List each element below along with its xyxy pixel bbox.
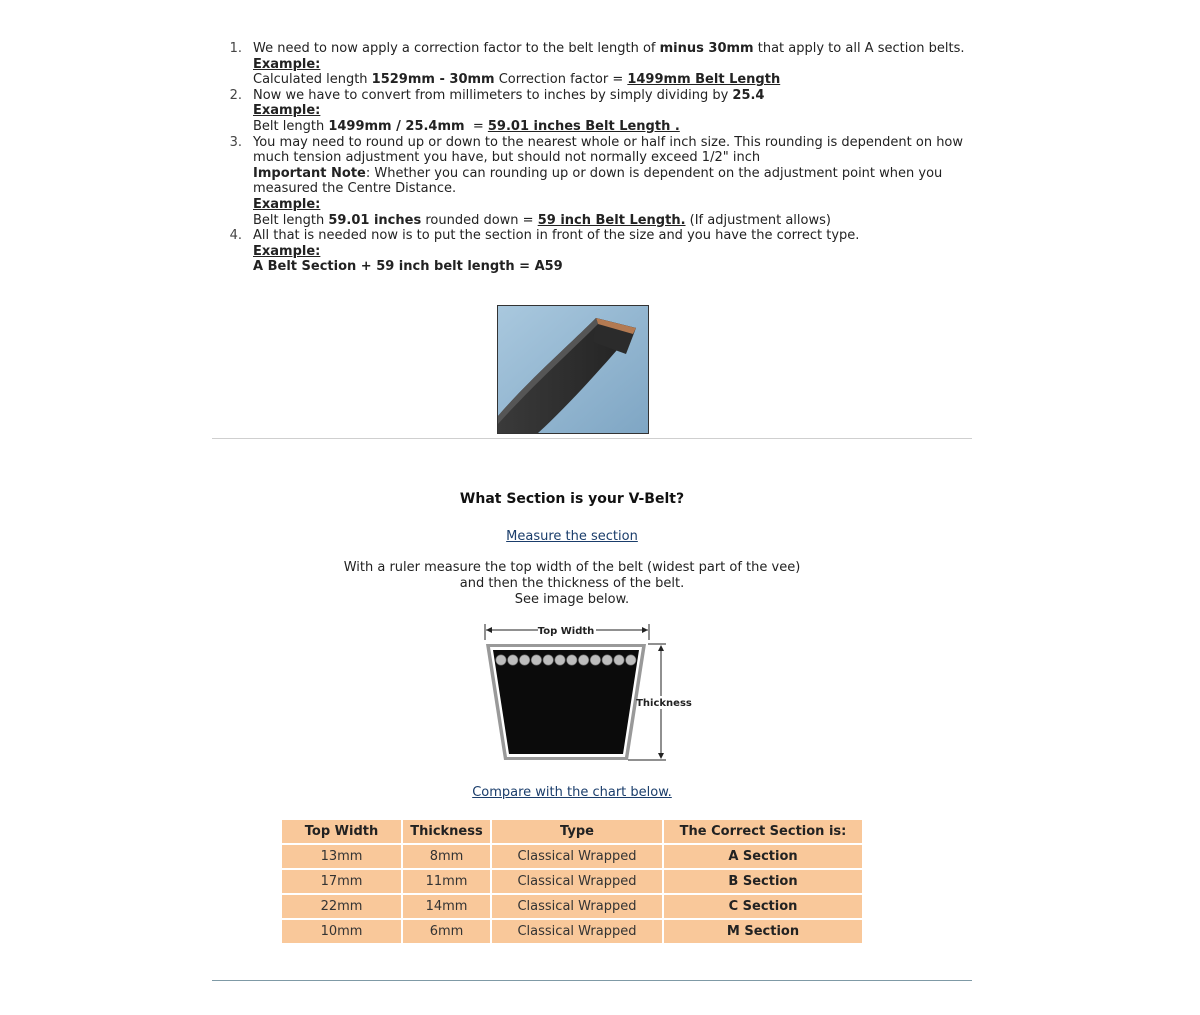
- tension-cord: [519, 655, 529, 665]
- emphasized-text: Example:: [253, 56, 321, 72]
- step-text: : Whether you can rounding up or down is dependent on the adjustment point when you: [365, 165, 943, 181]
- step-line: [253, 88, 944, 104]
- bold-text: Important Note: [253, 165, 366, 181]
- bold-text: 59.01 inches: [328, 212, 422, 228]
- tension-cord: [614, 655, 624, 665]
- step-text: =: [464, 118, 488, 134]
- top-width-label: Top Width: [537, 626, 595, 637]
- bold-text: 25.4: [732, 87, 765, 103]
- table-cell: 22mm: [282, 895, 401, 918]
- table-row: [282, 920, 862, 943]
- bold-text: A Belt Section + 59 inch belt length = A59: [253, 259, 563, 275]
- table-cell: Classical Wrapped: [492, 895, 662, 918]
- tension-cord: [555, 655, 565, 665]
- table-row: [282, 845, 862, 868]
- emphasized-text: 59.01 inches Belt Length .: [487, 118, 680, 134]
- table-cell: 8mm: [403, 845, 490, 868]
- step-line: [253, 197, 944, 213]
- step-item: [224, 41, 965, 88]
- column-header: Top Width: [282, 820, 401, 843]
- bold-text: 1529mm - 30mm: [371, 72, 495, 88]
- step-line: [253, 244, 944, 260]
- tension-cord: [543, 655, 553, 665]
- step-line: [253, 41, 965, 57]
- step-number: 2.: [229, 87, 242, 103]
- tension-cord: [590, 655, 600, 665]
- compare-chart-link[interactable]: Compare with the chart below.: [472, 785, 672, 800]
- table-row: [282, 870, 862, 893]
- instruction-line: See image below.: [514, 592, 630, 607]
- emphasized-text: 59 inch Belt Length.: [537, 212, 686, 228]
- step-text: Now we have to convert from millimeters to inches by simply dividing by: [253, 87, 733, 103]
- step-text: We need to now apply a correction factor to the belt length of: [253, 41, 660, 56]
- step-line: [253, 181, 944, 197]
- step-item: [224, 228, 944, 275]
- step-line: [253, 213, 944, 229]
- column-header: The Correct Section is:: [664, 820, 862, 843]
- step-line: [253, 228, 944, 244]
- tension-cord: [578, 655, 588, 665]
- step-text: Belt length: [253, 212, 329, 228]
- step-number: 1.: [229, 41, 242, 56]
- table-row: [282, 895, 862, 918]
- divider-bottom: [212, 980, 972, 981]
- step-text: that apply to all A section belts.: [753, 41, 965, 56]
- table-cell: 14mm: [403, 895, 490, 918]
- step-line: [253, 166, 944, 182]
- v-belt-photo: [497, 305, 649, 434]
- emphasized-text: Example:: [253, 103, 321, 119]
- table-cell: 17mm: [282, 870, 401, 893]
- tension-cord: [602, 655, 612, 665]
- divider-top: [212, 438, 972, 439]
- belt-section-chart: [280, 818, 864, 945]
- v-belt-cross-section-diagram: [476, 620, 696, 770]
- step-line: [253, 72, 944, 88]
- step-text: You may need to round up or down to the nearest whole or half inch size. This rounding is dependent on how: [253, 134, 964, 150]
- step-text: Correction factor =: [494, 72, 628, 88]
- step-text: (If adjustment allows): [685, 212, 831, 228]
- step-text: rounded down =: [421, 212, 538, 228]
- step-item: [224, 88, 944, 135]
- thickness-label: Thickness: [636, 698, 692, 709]
- step-text: much tension adjustment you have, but should not normally exceed 1/2" inch: [253, 150, 761, 166]
- instruction-line: With a ruler measure the top width of the belt (widest part of the vee): [343, 560, 801, 575]
- table-cell: 11mm: [403, 870, 490, 893]
- table-cell: A Section: [664, 845, 862, 868]
- table-cell: Classical Wrapped: [492, 870, 662, 893]
- tension-cord: [496, 655, 506, 665]
- instruction-steps: [224, 41, 965, 275]
- step-text: measured the Centre Distance.: [253, 181, 457, 197]
- step-line: [253, 150, 944, 166]
- bold-text: minus 30mm: [659, 41, 754, 56]
- step-line: [253, 134, 964, 151]
- step-number: 3.: [229, 134, 242, 150]
- step-line: [253, 119, 944, 135]
- step-item: [224, 134, 964, 229]
- step-line: [253, 103, 944, 119]
- table-cell: 13mm: [282, 845, 401, 868]
- step-line: [253, 259, 944, 275]
- column-header: Type: [492, 820, 662, 843]
- emphasized-text: Example:: [253, 196, 321, 212]
- bold-text: 1499mm / 25.4mm: [328, 118, 465, 134]
- chart-header-row: [282, 820, 862, 843]
- tension-cord: [626, 655, 636, 665]
- tension-cord: [567, 655, 577, 665]
- table-cell: Classical Wrapped: [492, 920, 662, 943]
- step-text: Calculated length: [253, 72, 372, 88]
- section-title: What Section is your V-Belt?: [459, 491, 685, 507]
- instruction-line: and then the thickness of the belt.: [459, 576, 685, 591]
- column-header: Thickness: [403, 820, 490, 843]
- table-cell: 10mm: [282, 920, 401, 943]
- table-cell: C Section: [664, 895, 862, 918]
- tension-cord: [531, 655, 541, 665]
- tension-cord: [508, 655, 518, 665]
- step-text: Belt length: [253, 118, 329, 134]
- step-text: All that is needed now is to put the section in front of the size and you have the correct type.: [253, 228, 860, 244]
- step-line: [253, 57, 944, 73]
- table-cell: Classical Wrapped: [492, 845, 662, 868]
- emphasized-text: 1499mm Belt Length: [627, 72, 781, 88]
- measure-section-link[interactable]: Measure the section: [506, 529, 638, 544]
- emphasized-text: Example:: [253, 243, 321, 259]
- step-number: 4.: [229, 228, 242, 244]
- table-cell: M Section: [664, 920, 862, 943]
- table-cell: B Section: [664, 870, 862, 893]
- measure-instructions: [212, 560, 932, 608]
- table-cell: 6mm: [403, 920, 490, 943]
